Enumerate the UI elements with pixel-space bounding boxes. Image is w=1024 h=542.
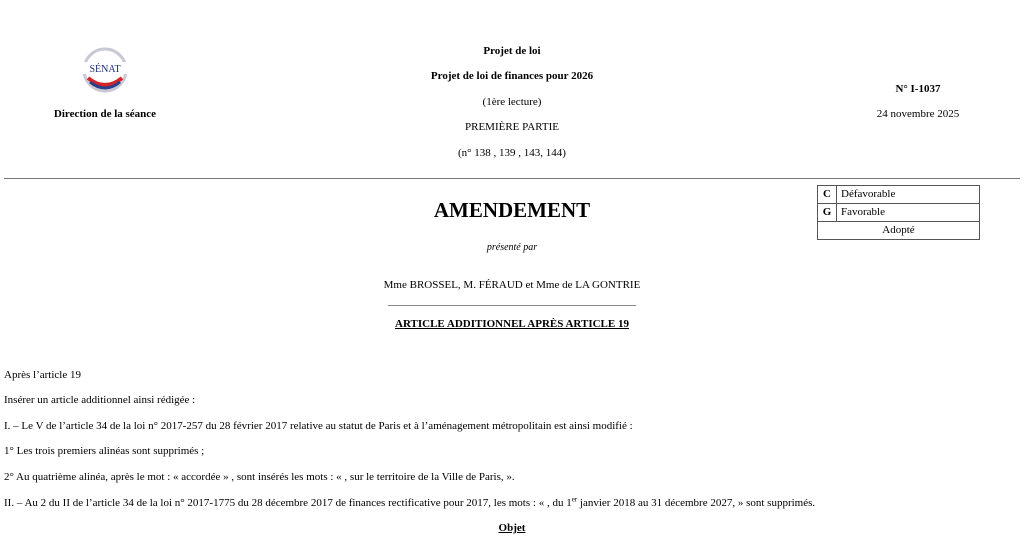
body-paragraph: 1° Les trois premiers alinéas sont supprimés ; [4, 445, 205, 457]
body-paragraph: Après l’article 19 [4, 369, 81, 381]
direction-label: Direction de la séance [53, 108, 157, 120]
opinion-label: Défavorable [841, 188, 896, 200]
body-paragraph: Insérer un article additionnel ainsi rédigée : [4, 394, 196, 406]
page-title: AMENDEMENT [433, 198, 591, 222]
authors: Mme BROSSEL, M. FÉRAUD et Mme de LA GONTRIE [383, 279, 641, 291]
opinion-row-commission [818, 186, 979, 204]
logo-text: SÉNAT [89, 64, 121, 75]
objet-heading: Objet [498, 522, 526, 534]
header-divider [4, 178, 1020, 179]
article-heading: ARTICLE ADDITIONNEL APRÈS ARTICLE 19 [395, 318, 629, 330]
opinion-row-government [818, 204, 979, 222]
document-numbers: (n° 138 , 139 , 143, 144) [458, 147, 566, 159]
opinion-box [817, 185, 980, 240]
bill-part: PREMIÈRE PARTIE [465, 121, 559, 133]
opinion-code: G [818, 204, 837, 221]
opinion-code: C [818, 186, 837, 203]
body-paragraph: I. – Le V de l’article 34 de la loi n° 2017-257 du 28 février 2017 relative au statut de Paris et à l’aménagement métropolitain est ainsi modifié : [4, 420, 633, 432]
presented-by: présenté par [486, 242, 538, 253]
body-text: II. – Au 2 du II de l’article 34 de la loi n° 2017-1775 du 28 décembre 2017 de finances rectificative pour 2017, les mots : « , du 1 [4, 497, 572, 509]
body-text: janvier 2018 au 31 décembre 2027, » sont supprimés. [577, 497, 816, 509]
opinion-label: Favorable [841, 206, 885, 218]
amendment-date: 24 novembre 2025 [876, 108, 960, 120]
ordinal-superscript: er [571, 495, 578, 504]
senat-seal-icon [78, 44, 132, 96]
body-paragraph: 2° Au quatrième alinéa, après le mot : « accordée » , sont insérés les mots : « , sur le territoire de la Ville de Paris, ». [4, 471, 515, 483]
authors-divider [388, 305, 636, 306]
senat-logo [78, 44, 132, 96]
outcome-row [818, 222, 979, 239]
body-paragraph [4, 497, 815, 509]
document-type: Projet de loi [483, 45, 541, 57]
amendment-number: N° I-1037 [895, 83, 941, 95]
outcome-label: Adopté [882, 224, 915, 236]
reading-stage: (1ère lecture) [482, 96, 542, 108]
bill-title: Projet de loi de finances pour 2026 [430, 70, 594, 82]
